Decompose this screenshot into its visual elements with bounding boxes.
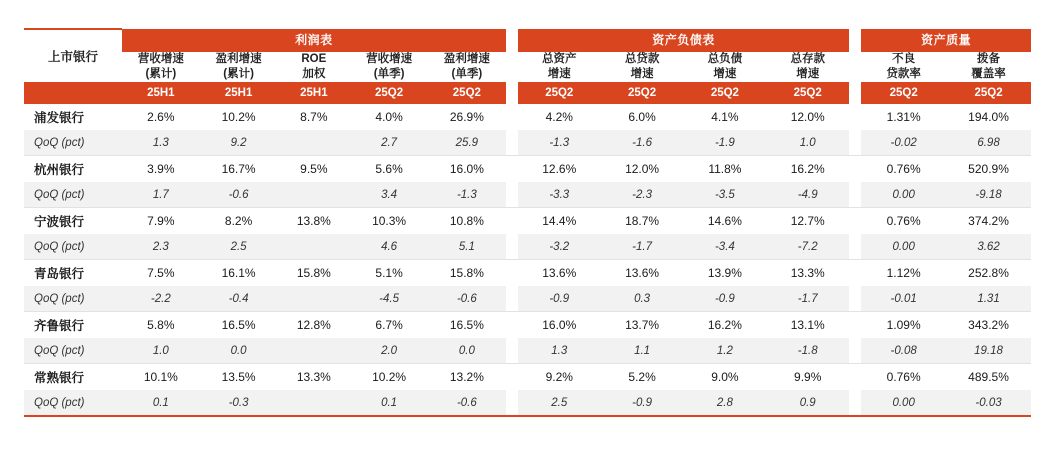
period-gap-1	[506, 82, 518, 104]
cell: 2.3	[122, 234, 200, 260]
cell: -4.9	[766, 182, 849, 208]
table-row	[24, 104, 1031, 130]
cell: 0.1	[350, 390, 428, 417]
cell: -0.6	[200, 182, 278, 208]
cell: -1.3	[518, 130, 601, 156]
cell: 5.1	[428, 234, 506, 260]
col-head-5-l1: 总资产	[542, 53, 577, 65]
qoq-label: QoQ (pct)	[24, 286, 122, 312]
group-header-quality: 资产质量	[861, 29, 1031, 52]
group-header-balance: 资产负债表	[518, 29, 849, 52]
cell: 9.9%	[766, 364, 849, 390]
col-head-10-l1: 拨备	[977, 53, 1001, 65]
cell: 2.0	[350, 338, 428, 364]
cell: 252.8%	[946, 260, 1031, 286]
col-head-1-l2: (累计)	[223, 68, 254, 80]
period-10: 25Q2	[946, 82, 1031, 104]
group-header-profit: 利润表	[122, 29, 506, 52]
cell: 12.6%	[518, 156, 601, 182]
cell: -1.6	[601, 130, 684, 156]
cell: 2.5	[200, 234, 278, 260]
cell: 0.76%	[861, 208, 946, 234]
cell: 343.2%	[946, 312, 1031, 338]
col-head-6	[601, 52, 684, 83]
col-head-1-l1: 盈利增速	[215, 53, 262, 65]
cell-gap	[849, 234, 861, 260]
col-head-5	[518, 52, 601, 83]
col-head-3-l2: (单季)	[373, 68, 405, 80]
cell: 15.8%	[428, 260, 506, 286]
column-header-row	[24, 52, 1031, 83]
cell: 0.76%	[861, 156, 946, 182]
cell: -1.8	[766, 338, 849, 364]
cell: 10.2%	[350, 364, 428, 390]
cell-gap	[506, 208, 518, 234]
col-gap-1	[506, 52, 518, 83]
col-head-10-l2: 覆盖率	[971, 68, 1006, 80]
cell-gap	[849, 130, 861, 156]
table-row-qoq	[24, 390, 1031, 417]
cell: 5.6%	[350, 156, 428, 182]
cell: -0.01	[861, 286, 946, 312]
period-2: 25H1	[277, 82, 350, 104]
cell: -0.9	[601, 390, 684, 417]
table-row-qoq	[24, 286, 1031, 312]
cell: -0.9	[683, 286, 766, 312]
table-row	[24, 260, 1031, 286]
qoq-label: QoQ (pct)	[24, 390, 122, 417]
cell: -3.2	[518, 234, 601, 260]
cell: 13.2%	[428, 364, 506, 390]
cell: 3.9%	[122, 156, 200, 182]
cell: 19.18	[946, 338, 1031, 364]
col-head-0-l2: (累计)	[145, 68, 177, 80]
cell: 0.3	[601, 286, 684, 312]
cell: 1.09%	[861, 312, 946, 338]
qoq-label: QoQ (pct)	[24, 130, 122, 156]
cell: 6.98	[946, 130, 1031, 156]
bank-name: 杭州银行	[24, 156, 122, 182]
cell: -3.5	[683, 182, 766, 208]
qoq-label: QoQ (pct)	[24, 338, 122, 364]
bank-name: 常熟银行	[24, 364, 122, 390]
cell: 13.5%	[200, 364, 278, 390]
cell: -0.08	[861, 338, 946, 364]
cell: 1.0	[766, 130, 849, 156]
cell-gap	[849, 208, 861, 234]
cell: 5.8%	[122, 312, 200, 338]
cell	[277, 182, 350, 208]
cell: -0.6	[428, 286, 506, 312]
cell-gap	[506, 286, 518, 312]
cell: -0.02	[861, 130, 946, 156]
col-head-7-l1: 总负债	[707, 53, 743, 65]
col-head-0-l1: 营收增速	[137, 53, 184, 65]
cell: 16.5%	[200, 312, 278, 338]
cell: -0.4	[200, 286, 278, 312]
cell: -3.4	[683, 234, 766, 260]
cell: -4.5	[350, 286, 428, 312]
group-header-row	[24, 29, 1031, 52]
cell: 11.8%	[683, 156, 766, 182]
cell: 4.0%	[350, 104, 428, 130]
col-head-9-l2: 贷款率	[886, 68, 921, 80]
cell: 15.8%	[277, 260, 350, 286]
cell-gap	[849, 156, 861, 182]
cell: 1.1	[601, 338, 684, 364]
table-row	[24, 156, 1031, 182]
cell-gap	[506, 364, 518, 390]
cell-gap	[506, 130, 518, 156]
cell-gap	[849, 390, 861, 417]
col-head-9	[861, 52, 946, 83]
bank-name: 浦发银行	[24, 104, 122, 130]
cell: 0.00	[861, 234, 946, 260]
cell-gap	[849, 364, 861, 390]
col-head-1	[200, 52, 278, 83]
cell-gap	[506, 156, 518, 182]
table-row-qoq	[24, 130, 1031, 156]
table-row-qoq	[24, 182, 1031, 208]
cell: 10.3%	[350, 208, 428, 234]
cell: 1.2	[683, 338, 766, 364]
cell: 4.2%	[518, 104, 601, 130]
cell: 16.0%	[518, 312, 601, 338]
cell: -9.18	[946, 182, 1031, 208]
cell: 4.1%	[683, 104, 766, 130]
cell: 0.76%	[861, 364, 946, 390]
col-head-8-l2: 增速	[796, 68, 820, 80]
bank-metrics-table	[24, 28, 1031, 417]
cell	[277, 390, 350, 417]
cell: 7.9%	[122, 208, 200, 234]
col-head-3	[350, 52, 428, 83]
period-1: 25H1	[200, 82, 278, 104]
col-head-4-l2: (单季)	[451, 68, 483, 80]
cell: 13.6%	[601, 260, 684, 286]
cell: 13.7%	[601, 312, 684, 338]
cell: -0.6	[428, 390, 506, 417]
cell-gap	[849, 286, 861, 312]
col-head-8-l1: 总存款	[790, 53, 825, 65]
cell-gap	[506, 104, 518, 130]
col-head-2	[277, 52, 350, 83]
cell: 2.8	[683, 390, 766, 417]
cell: -1.3	[428, 182, 506, 208]
cell: 12.8%	[277, 312, 350, 338]
cell: 13.8%	[277, 208, 350, 234]
col-head-0	[122, 52, 200, 83]
col-head-2-l1: ROE	[301, 53, 327, 65]
cell: 12.0%	[601, 156, 684, 182]
col-head-4-l1: 盈利增速	[443, 53, 490, 65]
cell: 4.6	[350, 234, 428, 260]
cell: 489.5%	[946, 364, 1031, 390]
cell: 9.2	[200, 130, 278, 156]
cell: 6.7%	[350, 312, 428, 338]
period-5: 25Q2	[518, 82, 601, 104]
period-7: 25Q2	[683, 82, 766, 104]
cell: -2.2	[122, 286, 200, 312]
col-head-9-l1: 不良	[892, 53, 916, 65]
group-gap-2	[849, 29, 861, 52]
col-head-7-l2: 增速	[713, 68, 737, 80]
cell: 1.0	[122, 338, 200, 364]
cell: 16.5%	[428, 312, 506, 338]
cell: 1.7	[122, 182, 200, 208]
cell: 9.0%	[683, 364, 766, 390]
cell: 8.7%	[277, 104, 350, 130]
cell: -0.3	[200, 390, 278, 417]
cell: -0.03	[946, 390, 1031, 417]
cell: -7.2	[766, 234, 849, 260]
table-row	[24, 364, 1031, 390]
cell-gap	[849, 260, 861, 286]
period-9: 25Q2	[861, 82, 946, 104]
cell: 0.00	[861, 390, 946, 417]
period-8: 25Q2	[766, 82, 849, 104]
cell	[277, 130, 350, 156]
cell: 10.1%	[122, 364, 200, 390]
cell-gap	[506, 260, 518, 286]
bank-name: 齐鲁银行	[24, 312, 122, 338]
col-head-3-l1: 营收增速	[366, 53, 413, 65]
cell: 1.31%	[861, 104, 946, 130]
cell: 3.4	[350, 182, 428, 208]
table-row	[24, 208, 1031, 234]
row-header-label: 上市银行	[24, 29, 122, 82]
cell: 16.2%	[683, 312, 766, 338]
table-row	[24, 312, 1031, 338]
period-row	[24, 82, 1031, 104]
period-rowheader	[24, 82, 122, 104]
cell-gap	[849, 104, 861, 130]
cell: 5.2%	[601, 364, 684, 390]
col-head-8	[766, 52, 849, 83]
cell: 520.9%	[946, 156, 1031, 182]
cell: 374.2%	[946, 208, 1031, 234]
cell: -1.7	[601, 234, 684, 260]
cell: 16.2%	[766, 156, 849, 182]
col-head-6-l1: 总贷款	[624, 53, 660, 65]
group-gap-1	[506, 29, 518, 52]
cell: 2.6%	[122, 104, 200, 130]
cell: -1.9	[683, 130, 766, 156]
cell: 12.7%	[766, 208, 849, 234]
cell: 2.7	[350, 130, 428, 156]
cell: 8.2%	[200, 208, 278, 234]
cell: 0.00	[861, 182, 946, 208]
cell: 25.9	[428, 130, 506, 156]
col-head-10	[946, 52, 1031, 83]
cell: -3.3	[518, 182, 601, 208]
cell: -1.7	[766, 286, 849, 312]
qoq-label: QoQ (pct)	[24, 234, 122, 260]
cell: 1.31	[946, 286, 1031, 312]
cell: 13.1%	[766, 312, 849, 338]
cell: 12.0%	[766, 104, 849, 130]
cell: 0.0	[200, 338, 278, 364]
cell: 14.4%	[518, 208, 601, 234]
cell: 194.0%	[946, 104, 1031, 130]
cell: 18.7%	[601, 208, 684, 234]
cell-gap	[506, 234, 518, 260]
col-head-2-l2: 加权	[302, 68, 326, 80]
cell: -2.3	[601, 182, 684, 208]
cell: 3.62	[946, 234, 1031, 260]
cell-gap	[849, 312, 861, 338]
cell: 0.9	[766, 390, 849, 417]
cell-gap	[506, 390, 518, 417]
cell: 14.6%	[683, 208, 766, 234]
cell: 9.2%	[518, 364, 601, 390]
bank-name: 宁波银行	[24, 208, 122, 234]
cell: 16.1%	[200, 260, 278, 286]
col-head-6-l2: 增速	[630, 68, 654, 80]
cell: 16.0%	[428, 156, 506, 182]
bank-name: 青岛银行	[24, 260, 122, 286]
cell: 10.8%	[428, 208, 506, 234]
cell	[277, 286, 350, 312]
col-gap-2	[849, 52, 861, 83]
cell: 26.9%	[428, 104, 506, 130]
col-head-5-l2: 增速	[547, 68, 571, 80]
period-3: 25Q2	[350, 82, 428, 104]
cell: 10.2%	[200, 104, 278, 130]
cell: 0.1	[122, 390, 200, 417]
cell-gap	[849, 338, 861, 364]
col-head-7	[683, 52, 766, 83]
cell: 13.3%	[277, 364, 350, 390]
table-row-qoq	[24, 338, 1031, 364]
cell: 5.1%	[350, 260, 428, 286]
cell	[277, 234, 350, 260]
cell: 1.3	[518, 338, 601, 364]
qoq-label: QoQ (pct)	[24, 182, 122, 208]
cell: 0.0	[428, 338, 506, 364]
period-0: 25H1	[122, 82, 200, 104]
cell: 7.5%	[122, 260, 200, 286]
cell: 1.3	[122, 130, 200, 156]
cell-gap	[849, 182, 861, 208]
cell: 13.6%	[518, 260, 601, 286]
period-6: 25Q2	[601, 82, 684, 104]
cell-gap	[506, 338, 518, 364]
cell-gap	[506, 312, 518, 338]
cell: 6.0%	[601, 104, 684, 130]
cell: -0.9	[518, 286, 601, 312]
bottom-rule-row	[24, 416, 1031, 417]
cell: 13.3%	[766, 260, 849, 286]
cell	[277, 338, 350, 364]
cell: 9.5%	[277, 156, 350, 182]
cell: 16.7%	[200, 156, 278, 182]
period-4: 25Q2	[428, 82, 506, 104]
cell-gap	[506, 182, 518, 208]
cell: 2.5	[518, 390, 601, 417]
cell: 13.9%	[683, 260, 766, 286]
col-head-4	[428, 52, 506, 83]
cell: 1.12%	[861, 260, 946, 286]
period-gap-2	[849, 82, 861, 104]
table-row-qoq	[24, 234, 1031, 260]
